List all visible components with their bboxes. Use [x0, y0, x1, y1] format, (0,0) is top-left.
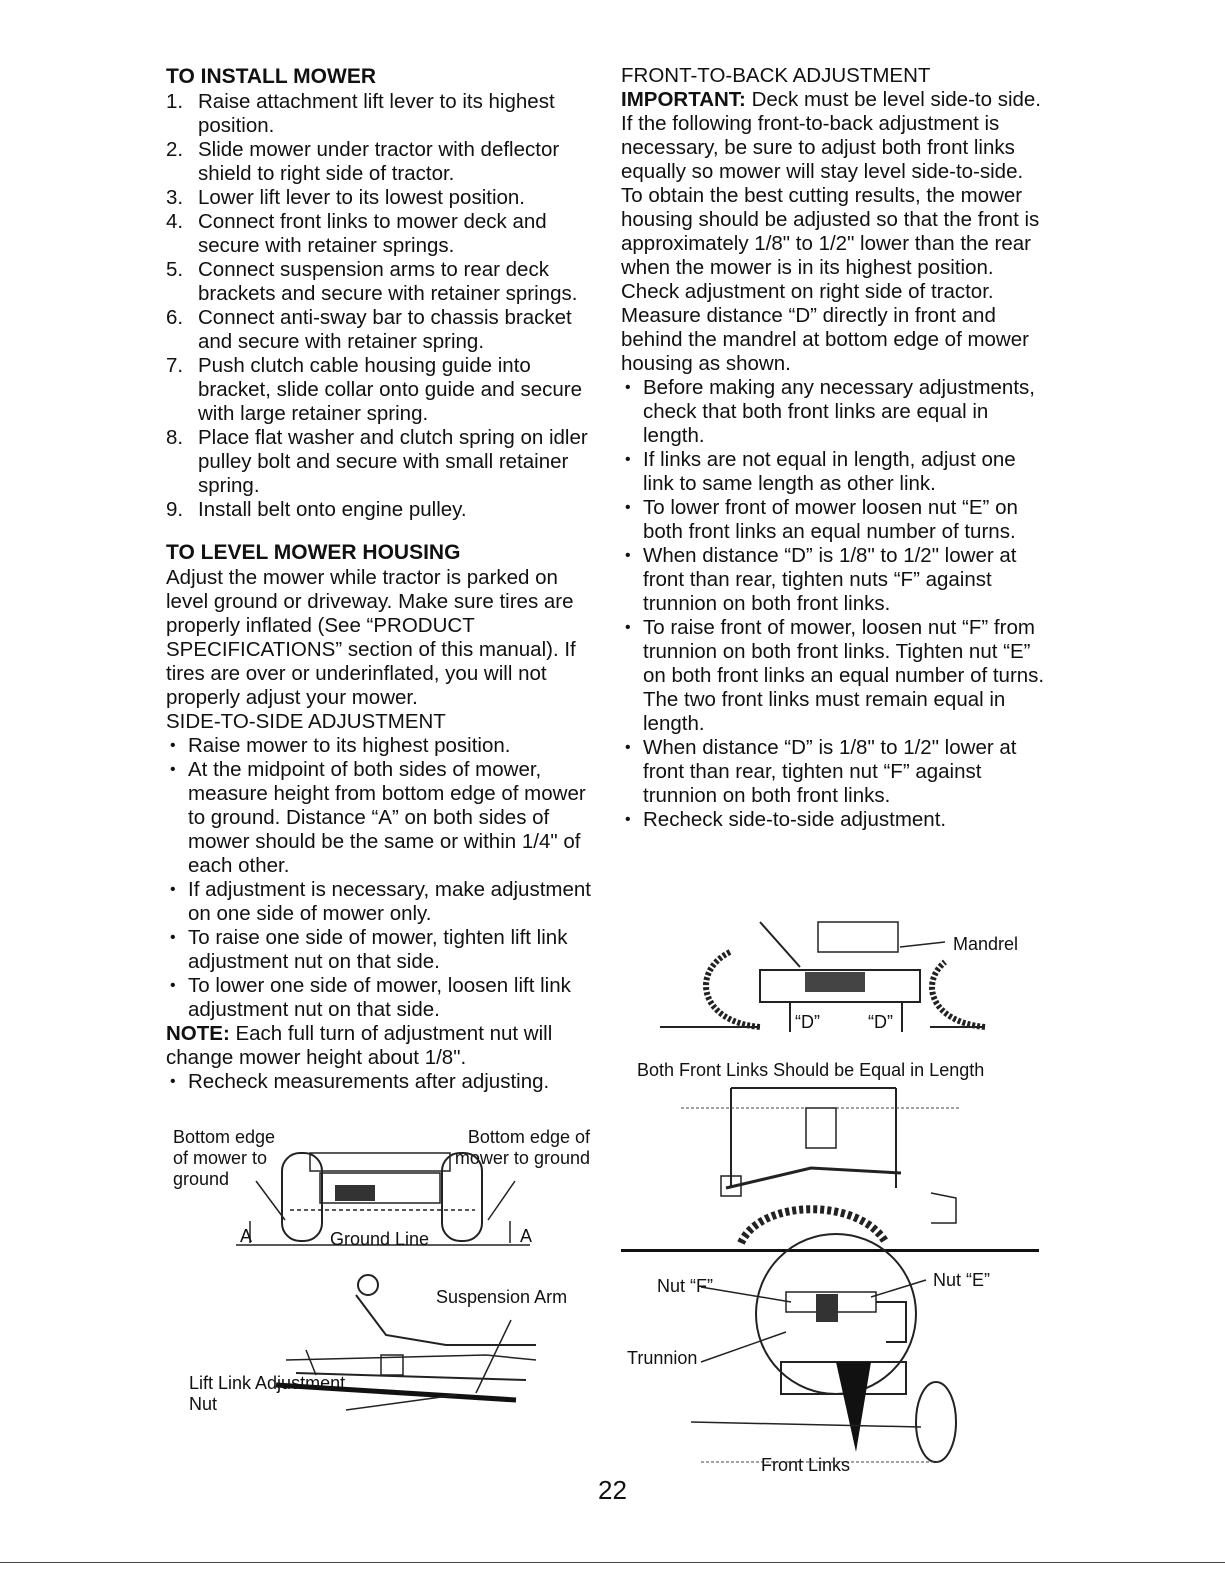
side-bullet: • If adjustment is necessary, make adjustment on one side of mower only. [166, 878, 598, 926]
note-text: Each full turn of adjustment nut will change mower height about 1/8". [166, 1022, 553, 1069]
cutting-results-paragraph: To obtain the best cutting results, the mower housing should be adjusted so that the front is approximately 1/8" to 1/2" lower than the rear when the mower is in its highest position. [621, 184, 1040, 279]
d-left-label: “D” [795, 1012, 820, 1032]
d-right-label: “D” [868, 1012, 893, 1032]
side-bullet: • To lower one side of mower, loosen lift link adjustment nut on that side. [166, 974, 598, 1022]
level-intro: Adjust the mower while tractor is parked on level ground or driveway. Make sure tires are properly inflated (See “PRODUCT SPECIFICATIONS” section of this manual). If tires are over or underinflated, you will not properly adjust your mower. [166, 566, 576, 709]
bottom-edge-right-label: Bottom edge of mower to ground [454, 1127, 590, 1168]
note [166, 1022, 598, 1070]
right-column [621, 64, 1046, 832]
install-heading: TO INSTALL MOWER [166, 65, 376, 88]
recheck-bullet: • Recheck measurements after adjusting. [166, 1070, 598, 1094]
ground-line-figure [170, 1125, 600, 1255]
a-right-label: A [520, 1226, 533, 1246]
important-label: IMPORTANT: [621, 88, 746, 111]
a-left-label: A [240, 1226, 253, 1246]
mandrel-drawing [640, 912, 1040, 1042]
front-bullet: • If links are not equal in length, adjust one link to same length as other link. [621, 448, 1046, 496]
front-links-equal-figure [621, 1058, 1041, 1243]
front-links-drawing [621, 1058, 1041, 1243]
suspension-arm-label: Suspension Arm [436, 1287, 568, 1307]
install-step: 9. Install belt onto engine pulley. [166, 498, 467, 521]
front-to-back-heading: FRONT-TO-BACK ADJUSTMENT [621, 64, 931, 87]
section-divider [621, 1249, 1039, 1252]
nut-e-label: Nut “E” [933, 1270, 991, 1290]
side-heading: SIDE-TO-SIDE ADJUSTMENT [166, 710, 446, 733]
bottom-rule [0, 1562, 1225, 1563]
check-adjustment-paragraph: Check adjustment on right side of tractor. Measure distance “D” directly in front and behind the mandrel at bottom edge of mower housing as shown. [621, 280, 1029, 375]
nut-f-label: Nut “F” [657, 1276, 713, 1296]
important-note [621, 88, 1046, 184]
lift-link-label: Lift Link Adjustment Nut [189, 1373, 346, 1414]
install-step: 3. Lower lift lever to its lowest position. [166, 186, 525, 209]
recheck-list [166, 1070, 598, 1094]
important-text: Deck must be level side-to side. If the following front-to-back adjustment is necessary, be sure to adjust both front links equally so mower will stay level side-to-side. [621, 88, 1041, 183]
install-steps [166, 90, 598, 522]
side-bullets [166, 734, 598, 1022]
side-bullet: • To raise one side of mower, tighten lift link adjustment nut on that side. [166, 926, 598, 974]
side-bullet: • Raise mower to its highest position. [166, 734, 598, 758]
front-bullet: • To lower front of mower loosen nut “E” on both front links an equal number of turns. [621, 496, 1046, 544]
front-to-back-bullets [621, 376, 1046, 832]
install-step: 4. Connect front links to mower deck and secure with retainer springs. [166, 210, 547, 257]
ground-line-label: Ground Line [330, 1229, 430, 1249]
note-label: NOTE: [166, 1022, 230, 1045]
install-step: 1. Raise attachment lift lever to its highest position. [166, 90, 555, 137]
bottom-edge-left-label: Bottom edge of mower to ground [173, 1127, 276, 1189]
left-column [166, 64, 598, 1094]
front-links-label: Front Links [761, 1455, 851, 1475]
page-number: 22 [598, 1475, 627, 1505]
front-bullet: • Before making any necessary adjustments, check that both front links are equal in length. [621, 376, 1046, 448]
install-step: 6. Connect anti-sway bar to chassis bracket and secure with retainer spring. [166, 306, 572, 353]
install-step: 2. Slide mower under tractor with deflector shield to right side of tractor. [166, 138, 560, 185]
mandrel-label: Mandrel [953, 934, 1019, 954]
front-bullet: • Recheck side-to-side adjustment. [621, 808, 1046, 832]
install-step: 5. Connect suspension arms to rear deck brackets and secure with retainer springs. [166, 258, 578, 305]
install-step: 7. Push clutch cable housing guide into bracket, slide collar onto guide and secure with large retainer spring. [166, 354, 583, 425]
suspension-arm-figure [186, 1265, 606, 1425]
trunnion-label: Trunnion [627, 1348, 698, 1368]
install-step: 8. Place flat washer and clutch spring on idler pulley bolt and secure with small retainer spring. [166, 426, 588, 497]
front-bullet: • To raise front of mower, loosen nut “F” from trunnion on both front links. Tighten nut “E” on both front links an equal number of turns. The two front links must remain equal in length. [621, 616, 1046, 736]
side-bullet: • At the midpoint of both sides of mower, measure height from bottom edge of mower to ground. Distance “A” on both sides of mower should be the same or within 1/4" of each other. [166, 758, 598, 878]
mandrel-figure [640, 912, 1040, 1042]
trunnion-figure [621, 1262, 1041, 1482]
front-links-caption: Both Front Links Should be Equal in Length [637, 1060, 985, 1080]
front-bullet: • When distance “D” is 1/8" to 1/2" lower at front than rear, tighten nut “F” against trunnion on both front links. [621, 736, 1046, 808]
front-bullet: • When distance “D” is 1/8" to 1/2" lower at front than rear, tighten nuts “F” against trunnion on both front links. [621, 544, 1046, 616]
level-heading: TO LEVEL MOWER HOUSING [166, 541, 461, 564]
